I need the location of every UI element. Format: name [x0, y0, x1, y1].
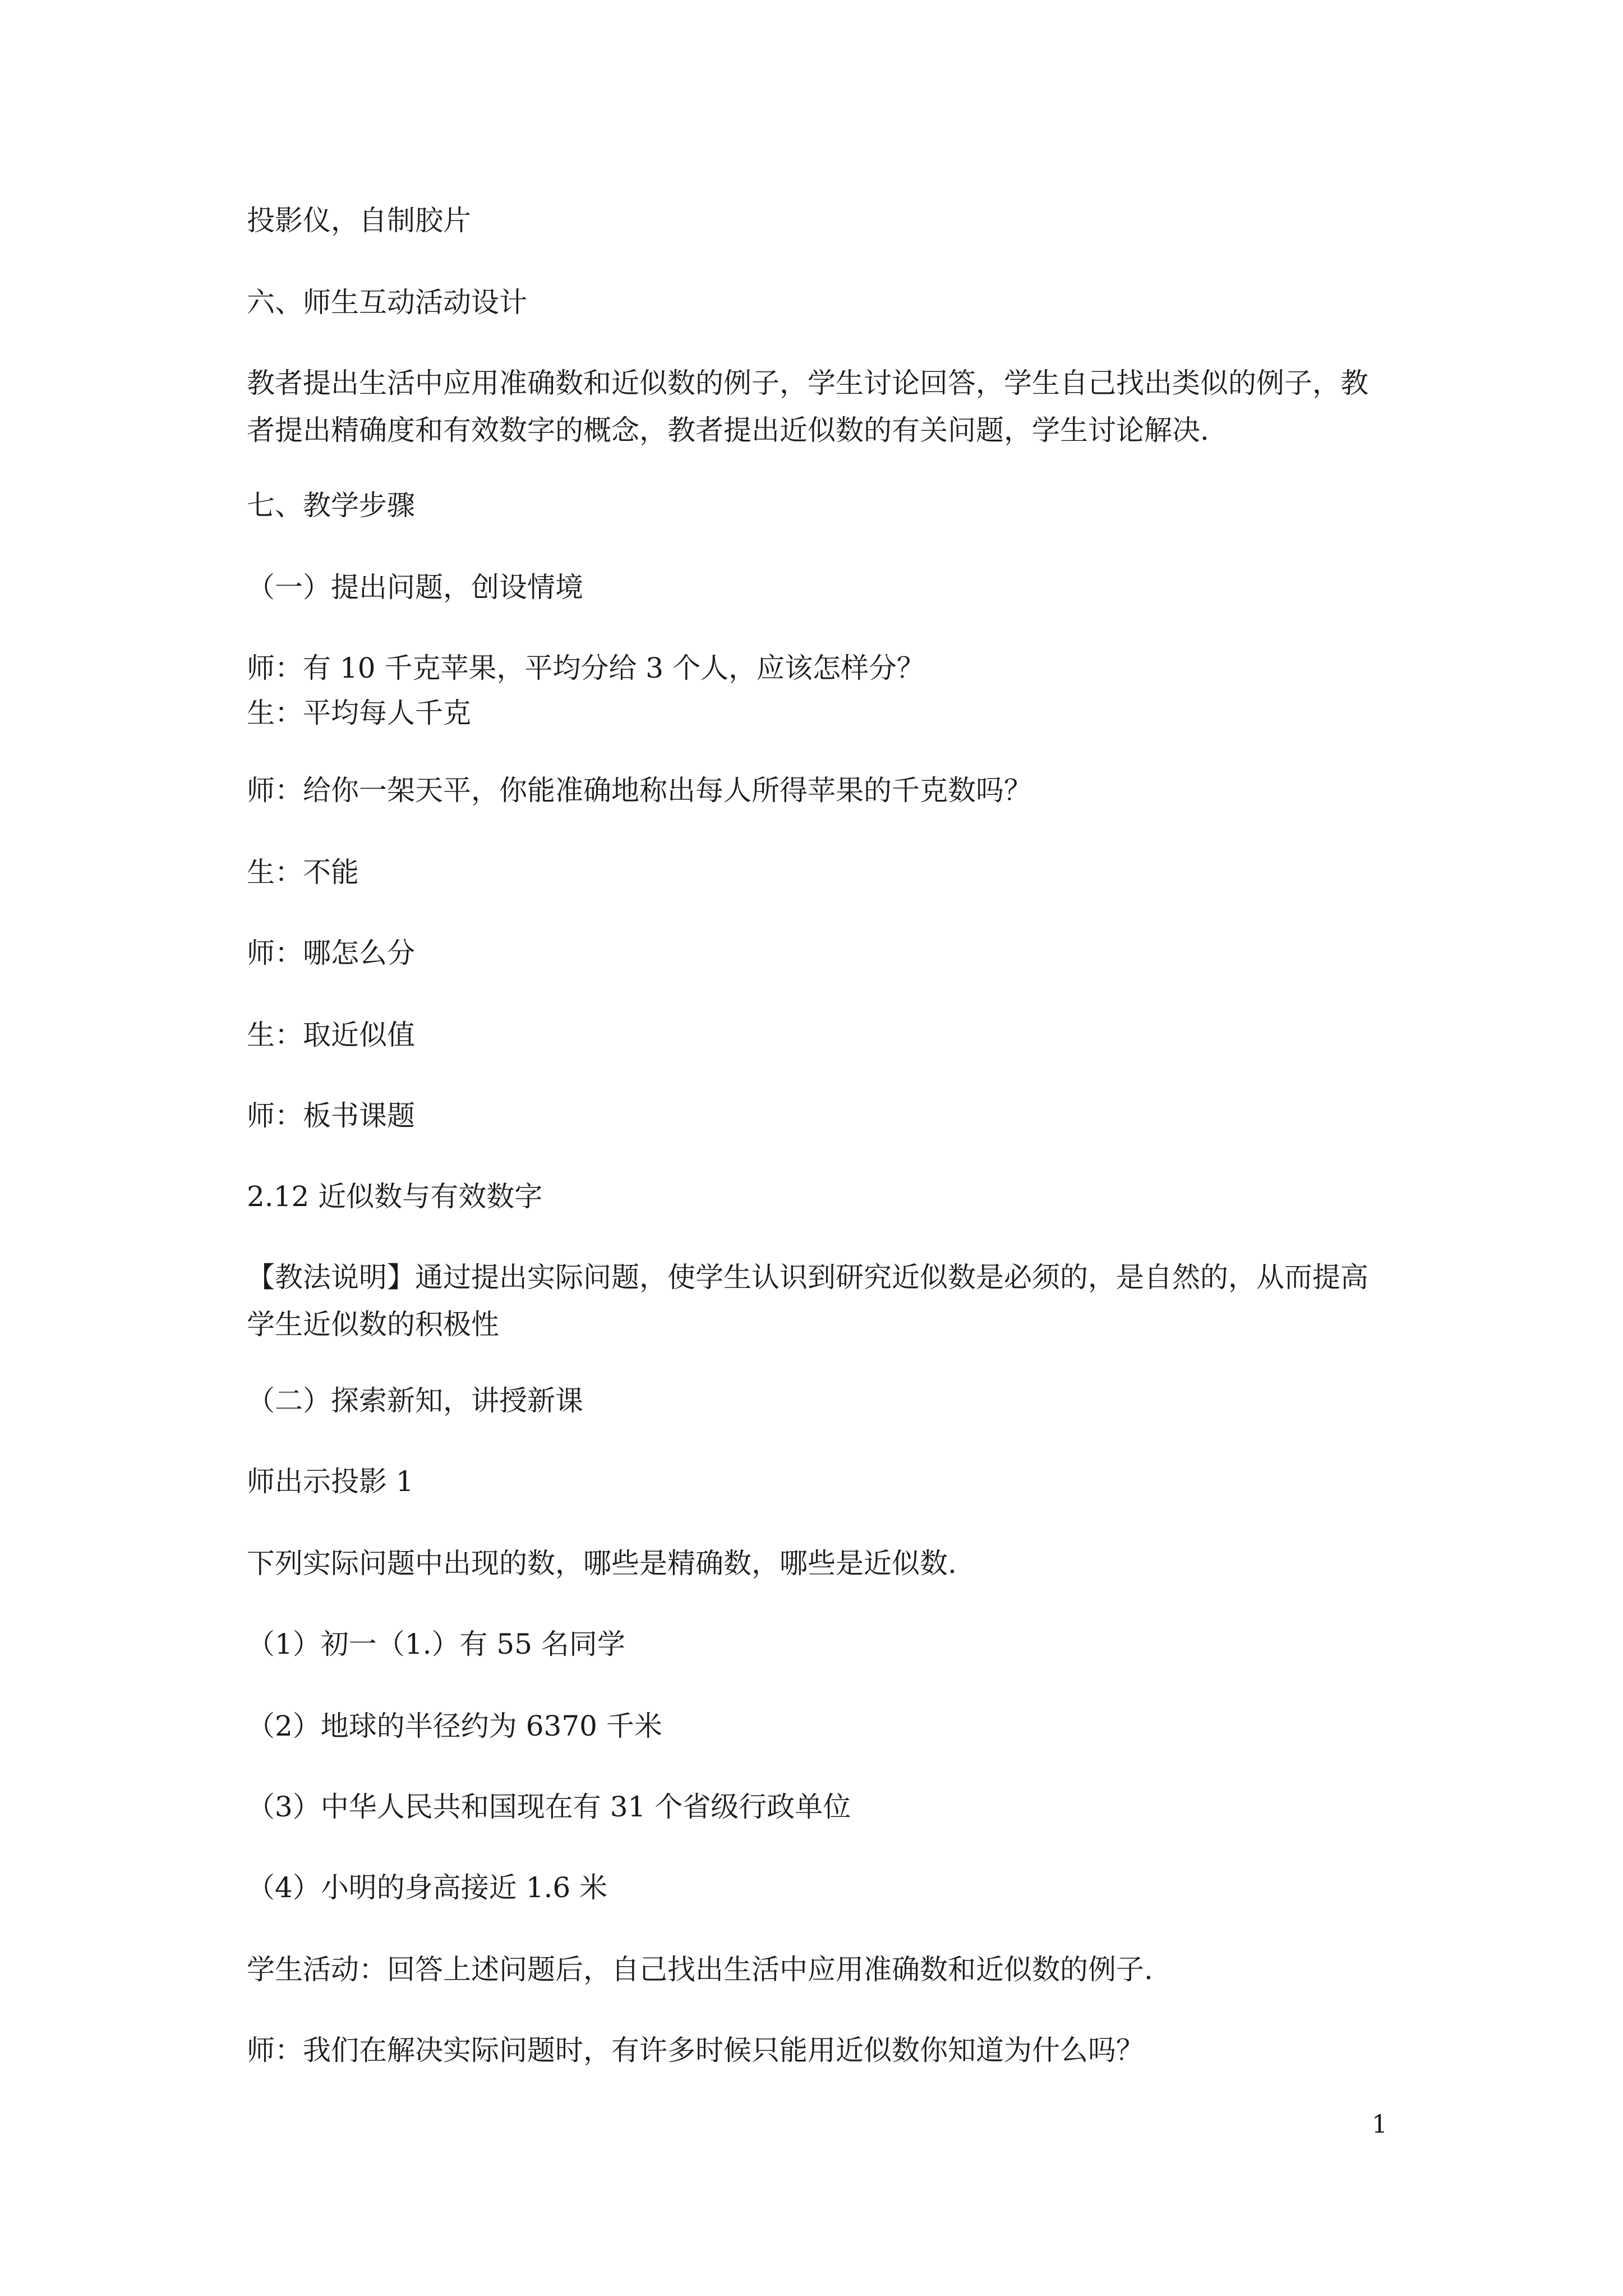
text-line: 学生近似数的积极性 [247, 1308, 499, 1341]
section-heading: 七、教学步骤 [247, 489, 415, 522]
list-item: （1）初一（1.）有 55 名同学 [247, 1628, 625, 1660]
subsection-heading: （一）提出问题，创设情境 [247, 571, 583, 604]
text-line: 师出示投影 1 [247, 1465, 414, 1498]
list-item: （2）地球的半径约为 6370 千米 [247, 1710, 662, 1742]
dialogue-line: 师：我们在解决实际问题时，有许多时候只能用近似数你知道为什么吗？ [247, 2034, 1144, 2067]
section-heading: 六、师生互动活动设计 [247, 286, 527, 319]
lesson-title: 2.12 近似数与有效数字 [247, 1180, 543, 1213]
dialogue-line: 生：不能 [247, 856, 359, 889]
dialogue-line: 师：板书课题 [247, 1099, 415, 1132]
text-line: 者提出精确度和有效数字的概念，教者提出近似数的有关问题，学生讨论解决. [247, 414, 1209, 447]
list-item: （3）中华人民共和国现在有 31 个省级行政单位 [247, 1791, 851, 1823]
text-line: 学生活动：回答上述问题后，自己找出生活中应用准确数和近似数的例子. [247, 1953, 1153, 1986]
text-line: 教者提出生活中应用准确数和近似数的例子，学生讨论回答，学生自己找出类似的例子，教 [247, 367, 1368, 399]
dialogue-line: 生：平均每人千克 [247, 697, 471, 729]
dialogue-line: 师：哪怎么分 [247, 937, 415, 969]
dialogue-line: 师：有 10 千克苹果，平均分给 3 个人，应该怎样分？ [247, 652, 925, 684]
page-number: 1 [1372, 2110, 1387, 2139]
text-line: 投影仪，自制胶片 [247, 204, 471, 237]
dialogue-line: 生：取近似值 [247, 1019, 415, 1051]
list-item: （4）小明的身高接近 1.6 米 [247, 1871, 608, 1904]
text-line: 【教法说明】通过提出实际问题，使学生认识到研究近似数是必须的，是自然的，从而提高 [247, 1261, 1368, 1294]
dialogue-line: 师：给你一架天平，你能准确地称出每人所得苹果的千克数吗？ [247, 774, 1032, 807]
subsection-heading: （二）探索新知，讲授新课 [247, 1384, 583, 1417]
text-line: 下列实际问题中出现的数，哪些是精确数，哪些是近似数. [247, 1547, 957, 1580]
